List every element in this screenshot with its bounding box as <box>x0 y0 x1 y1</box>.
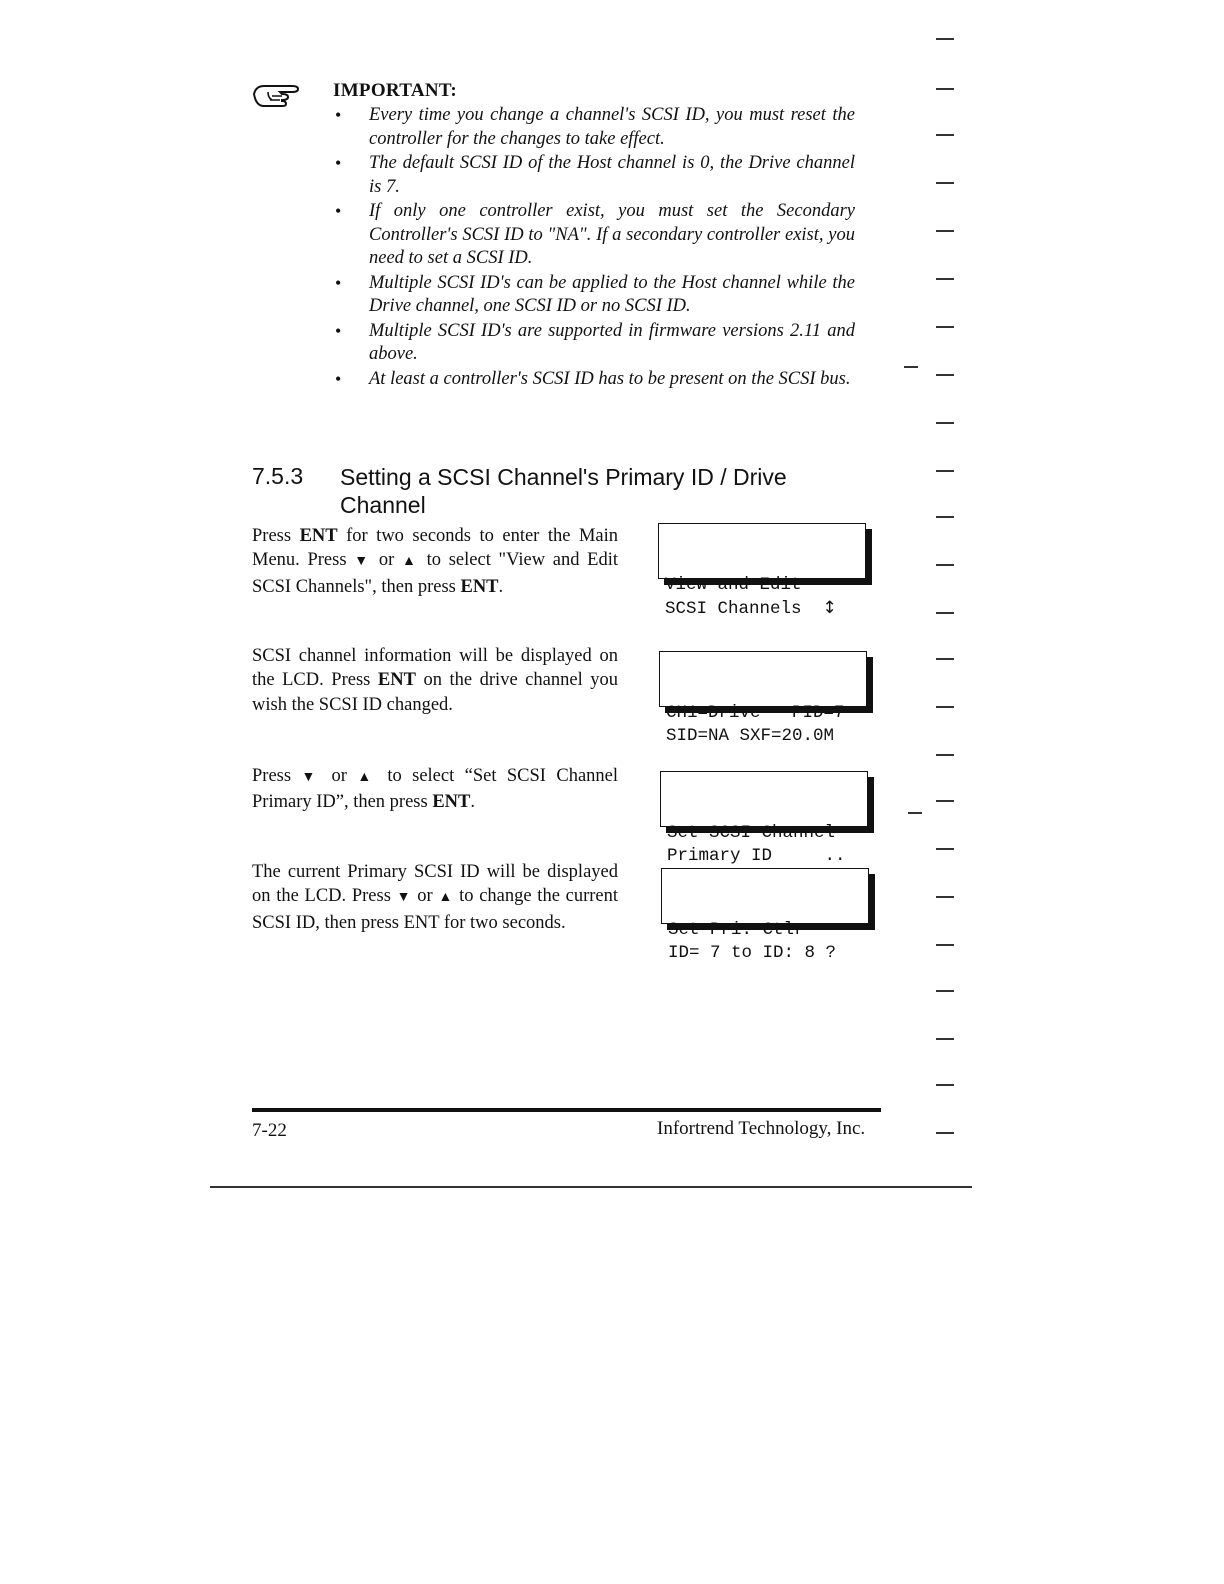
important-item: • If only one controller exist, you must set the Secondary Controller's SCSI ID to "NA". If a secondary controller exist, you need to set a SCSI ID. <box>333 200 855 271</box>
margin-tick <box>936 230 954 232</box>
footer-rule <box>252 1108 881 1112</box>
margin-tick <box>936 658 954 660</box>
important-item: • Multiple SCSI ID's can be applied to the Host channel while the Drive channel, one SCSI ID or no SCSI ID. <box>333 272 855 319</box>
lcd-line: ID= 7 to ID: 8 ? <box>668 942 837 963</box>
margin-tick <box>936 88 954 90</box>
page-edge-rule <box>210 1186 972 1188</box>
margin-tick <box>936 326 954 328</box>
step-paragraph-4: The current Primary SCSI ID will be displayed on the LCD. Press ▼ or ▲ to change the current SCSI ID, then press ENT for two seconds. <box>252 862 618 933</box>
margin-tick <box>936 422 954 424</box>
margin-tick <box>936 612 954 614</box>
important-item: • At least a controller's SCSI ID has to be present on the SCSI bus. <box>333 368 855 392</box>
margin-tick <box>904 366 918 368</box>
up-down-arrow-icon: ↕ <box>822 597 837 618</box>
section-number: 7.5.3 <box>252 463 304 489</box>
lcd-line: SID=NA SXF=20.0M <box>666 725 835 746</box>
margin-tick <box>936 182 954 184</box>
pointing-hand-icon <box>252 80 302 110</box>
margin-tick <box>936 564 954 566</box>
step-paragraph-2: SCSI channel information will be displayed on the LCD. Press ENT on the drive channel you wish the SCSI ID changed. <box>252 646 618 715</box>
margin-tick <box>936 134 954 136</box>
margin-tick <box>936 278 954 280</box>
margin-tick <box>936 38 954 40</box>
down-arrow-icon: ▼ <box>301 770 322 785</box>
lcd-line: Primary ID .. <box>667 845 846 866</box>
margin-tick <box>936 800 954 802</box>
margin-tick <box>936 516 954 518</box>
margin-tick <box>936 896 954 898</box>
important-list <box>333 104 855 392</box>
step-paragraph-3: Press ▼ or ▲ to select “Set SCSI Channel Primary ID”, then press ENT. <box>252 766 619 813</box>
up-arrow-icon: ▲ <box>357 770 377 785</box>
lcd-line: CH1=Drive PID=7 <box>666 703 845 723</box>
margin-tick <box>936 990 954 992</box>
margin-tick <box>936 944 954 946</box>
lcd-channel-info <box>659 651 867 746</box>
up-arrow-icon: ▲ <box>438 890 454 906</box>
important-item: • The default SCSI ID of the Host channel is 0, the Drive channel is 7. <box>333 152 855 199</box>
lcd-set-pri-ctlr <box>661 868 869 963</box>
lcd-line: Set SCSI Channel <box>667 823 836 843</box>
margin-tick <box>936 1084 954 1086</box>
lcd-line: SCSI Channels ↕ <box>665 597 837 619</box>
important-heading: IMPORTANT: <box>333 80 458 101</box>
step-paragraph-1: Press ENT for two seconds to enter the Main Menu. Press ▼ or ▲ to select "View and Edit SCSI Channels", then press ENT. <box>252 526 618 597</box>
margin-tick <box>936 706 954 708</box>
margin-tick <box>908 812 922 814</box>
lcd-set-primary-id <box>660 771 868 866</box>
margin-tick <box>936 848 954 850</box>
lcd-line: View and Edit <box>665 575 802 595</box>
margin-tick <box>936 374 954 376</box>
section-title: Setting a SCSI Channel's Primary ID / Drive Channel <box>340 464 787 518</box>
company-name: Infortrend Technology, Inc. <box>657 1118 866 1139</box>
margin-tick <box>936 1038 954 1040</box>
down-arrow-icon: ▼ <box>396 890 412 906</box>
important-item: • Every time you change a channel's SCSI ID, you must reset the controller for the changes to take effect. <box>333 104 855 151</box>
important-item: • Multiple SCSI ID's are supported in firmware versions 2.11 and above. <box>333 320 855 367</box>
up-arrow-icon: ▲ <box>402 554 419 570</box>
lcd-line: Set Pri. Ctlr <box>668 920 805 940</box>
down-arrow-icon: ▼ <box>354 554 372 570</box>
margin-tick <box>936 470 954 472</box>
lcd-view-edit-scsi-channels <box>658 523 866 619</box>
page-number: 7-22 <box>252 1120 287 1141</box>
margin-tick <box>936 754 954 756</box>
margin-tick <box>936 1132 954 1134</box>
